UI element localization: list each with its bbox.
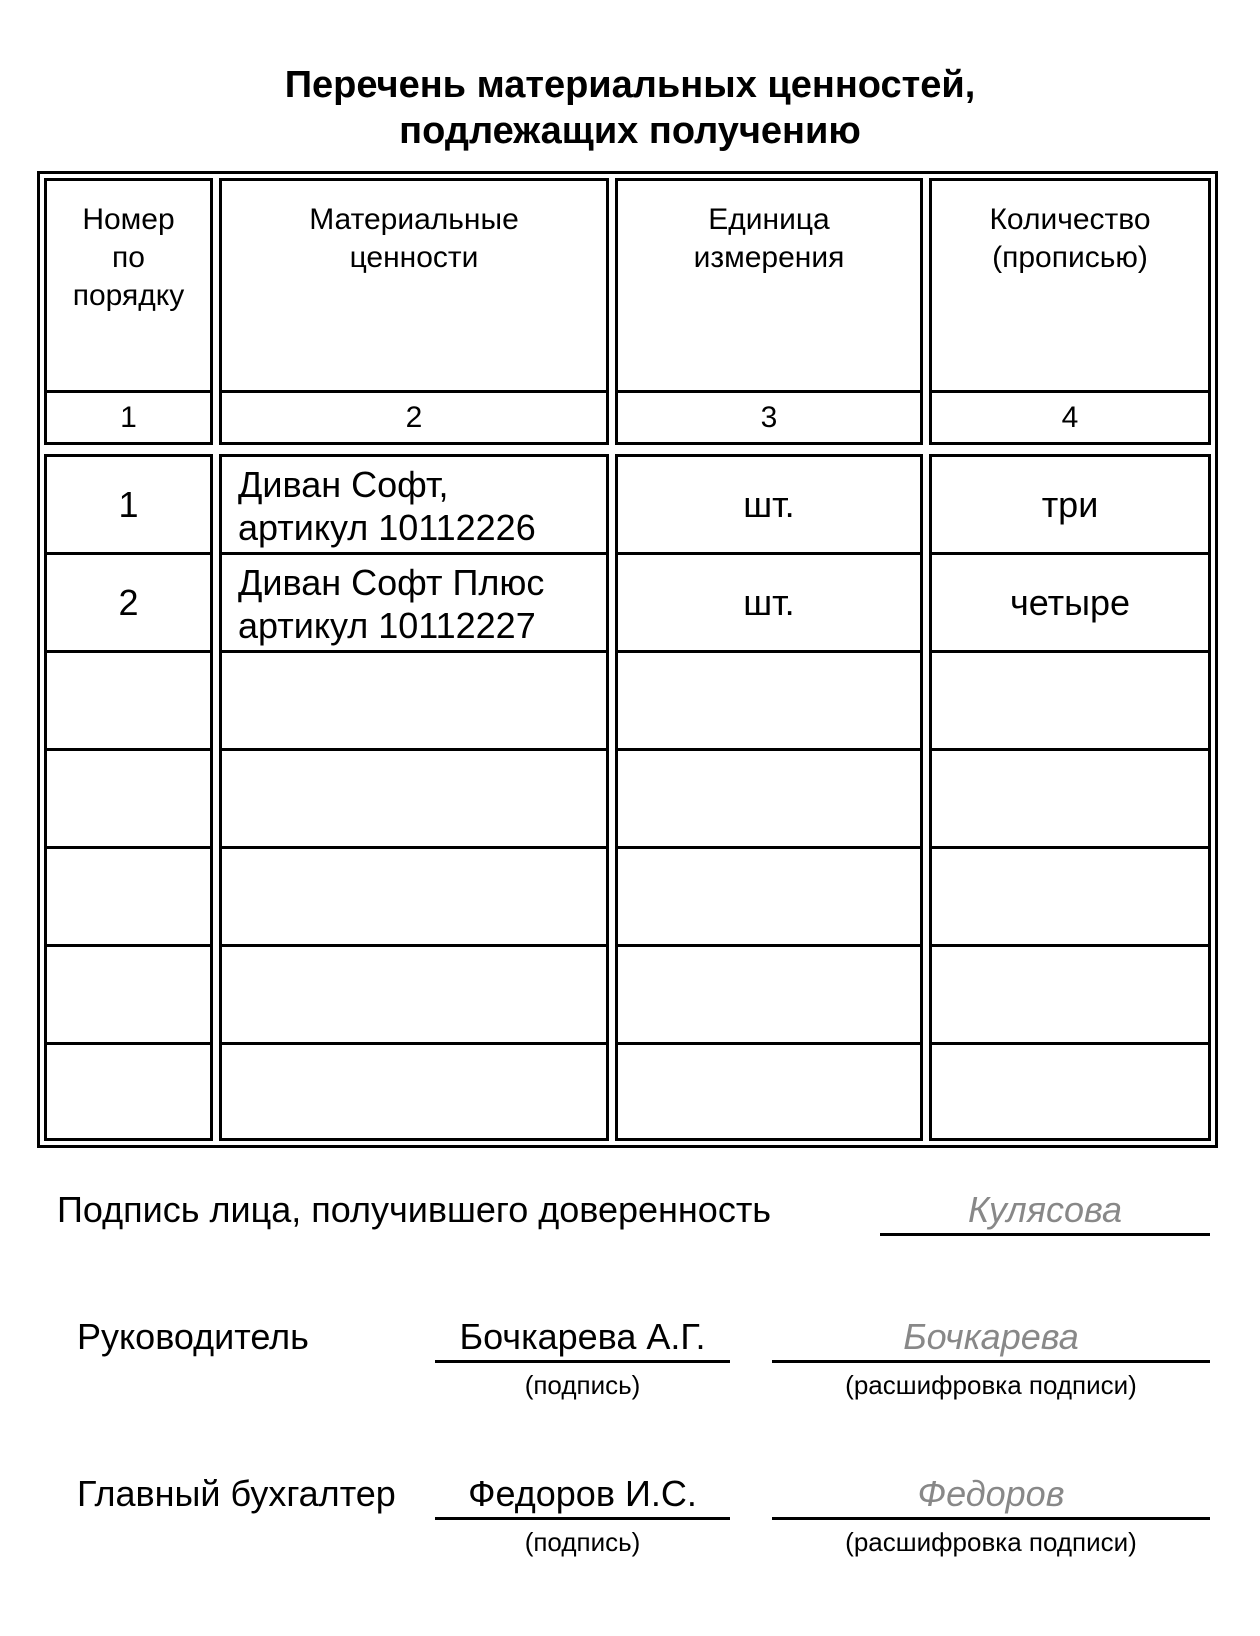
head-signature-line — [772, 1360, 1210, 1363]
column-number-4 — [929, 390, 1211, 445]
head-signature: Бочкарева — [903, 1316, 1079, 1357]
header-materials-line-2: ценности — [349, 241, 479, 274]
row-1-quantity-text: три — [1041, 483, 1099, 525]
table-row-6-unit — [615, 944, 923, 1045]
accountant-signature-line — [772, 1517, 1210, 1520]
table-row-4-number — [44, 748, 213, 849]
header-quantity-line-2: (прописью) — [992, 241, 1148, 274]
header-cell-unit — [615, 178, 923, 393]
head-signature-caption: (расшифровка подписи) — [845, 1370, 1137, 1400]
row-1-name-line-2: артикул 10112226 — [238, 506, 536, 548]
title-line-1: Перечень материальных ценностей, — [284, 64, 976, 106]
table-row-4-quantity — [929, 748, 1211, 849]
table-row-6-name — [219, 944, 609, 1045]
table-row-3-quantity — [929, 650, 1211, 751]
table-row-6-quantity — [929, 944, 1211, 1045]
table-row-1-name — [219, 454, 609, 555]
accountant-name-caption: (подпись) — [524, 1527, 641, 1557]
accountant-name: Федоров И.С. — [468, 1473, 697, 1514]
table-row-7-number — [44, 1042, 213, 1141]
table-row-5-quantity — [929, 846, 1211, 947]
row-2-name-line-1: Диван Софт Плюс — [238, 561, 545, 603]
column-number-4-text: 4 — [1061, 400, 1079, 434]
head-name-line — [435, 1360, 730, 1363]
table-row-7-unit — [615, 1042, 923, 1141]
header-number-line-1: Номер — [82, 203, 175, 236]
row-1-unit-text: шт. — [743, 483, 795, 525]
table-row-2-quantity — [929, 552, 1211, 653]
header-number-line-3: порядку — [72, 279, 185, 312]
recipient-signature-line — [880, 1233, 1210, 1236]
head-name: Бочкарева А.Г. — [459, 1316, 706, 1357]
table-row-1-quantity — [929, 454, 1211, 555]
table-row-7-quantity — [929, 1042, 1211, 1141]
document-title — [0, 62, 1260, 154]
table-row-1-number — [44, 454, 213, 555]
row-1-name-line-1: Диван Софт, — [238, 463, 449, 505]
table-row-5-name — [219, 846, 609, 947]
row-1-number-text: 1 — [118, 483, 139, 525]
header-quantity-line-1: Количество — [989, 203, 1151, 236]
accountant-label: Главный бухгалтер — [77, 1473, 396, 1514]
head-label: Руководитель — [77, 1316, 309, 1357]
table-row-1-unit — [615, 454, 923, 555]
header-cell-materials — [219, 178, 609, 393]
table-row-6-number — [44, 944, 213, 1045]
table-row-5-unit — [615, 846, 923, 947]
table-row-3-name — [219, 650, 609, 751]
column-number-2-text: 2 — [405, 400, 423, 434]
table-row-4-unit — [615, 748, 923, 849]
column-number-1 — [44, 390, 213, 445]
header-unit-line-1: Единица — [708, 203, 830, 236]
accountant-signature-caption: (расшифровка подписи) — [845, 1527, 1137, 1557]
recipient-signature: Кулясова — [968, 1189, 1122, 1230]
row-2-quantity-text: четыре — [1010, 581, 1130, 623]
head-name-caption: (подпись) — [524, 1370, 641, 1400]
header-unit-line-2: измерения — [693, 241, 845, 274]
column-number-1-text: 1 — [120, 400, 137, 434]
table-row-3-number — [44, 650, 213, 751]
row-2-number-text: 2 — [118, 581, 139, 623]
title-line-2: подлежащих получению — [399, 110, 861, 152]
table-row-2-unit — [615, 552, 923, 653]
row-2-name-line-2: артикул 10112227 — [238, 604, 536, 646]
recipient-signature-label: Подпись лица, получившего доверенность — [57, 1189, 772, 1230]
table-row-2-name — [219, 552, 609, 653]
header-cell-quantity — [929, 178, 1211, 393]
column-number-3-text: 3 — [760, 400, 778, 434]
row-2-unit-text: шт. — [743, 581, 795, 623]
accountant-name-line — [435, 1517, 730, 1520]
header-cell-number — [44, 178, 213, 393]
table-row-2-number — [44, 552, 213, 653]
column-number-3 — [615, 390, 923, 445]
header-materials-line-1: Материальные — [309, 203, 519, 236]
accountant-signature: Федоров — [917, 1473, 1065, 1514]
table-row-5-number — [44, 846, 213, 947]
column-number-2 — [219, 390, 609, 445]
table-row-4-name — [219, 748, 609, 849]
table-row-7-name — [219, 1042, 609, 1141]
table-row-3-unit — [615, 650, 923, 751]
header-number-line-2: по — [112, 241, 145, 274]
